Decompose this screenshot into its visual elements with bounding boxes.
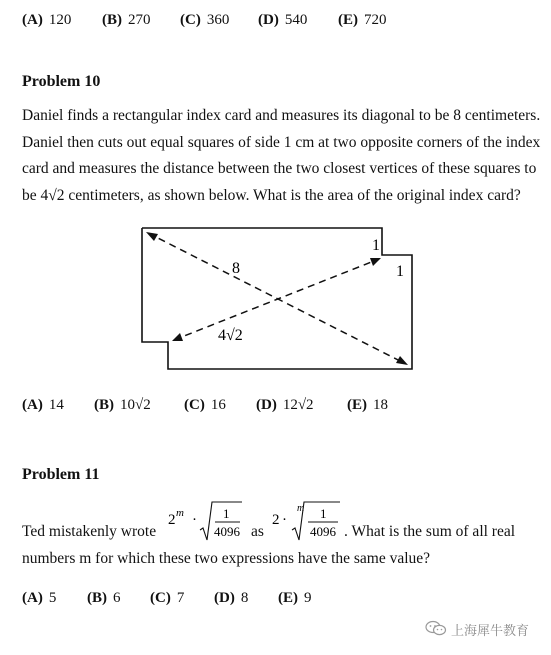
problem-10-line-1: Daniel finds a rectangular index card and measures its diagonal to be 8 centimeters. (22, 107, 541, 124)
problem-11-text-after: . What is the sum of all real (344, 523, 516, 540)
choice-d: (D) 12√2 (256, 397, 314, 413)
expr1-dot: · (192, 512, 197, 528)
short-diagonal-label: 4√2 (218, 327, 243, 344)
choice-a: (A) 5 (22, 590, 57, 606)
choice-b: (B) 6 (87, 590, 121, 606)
choice-c: (C) 360 (180, 12, 230, 28)
choice-e: (E) 18 (347, 397, 388, 413)
arrowhead-top-left (146, 232, 158, 241)
expr1-base: 2 (168, 512, 176, 528)
choice-c: (C) 16 (184, 397, 226, 413)
arrowhead-bottom-left (172, 333, 183, 341)
problem-10-choices (22, 397, 542, 417)
problem-10-line-4: be 4√2 centimeters, as shown below. What is the area of the original index card? (22, 186, 521, 204)
choice-d: (D) 540 (258, 12, 308, 28)
expr2-numerator: 1 (320, 506, 327, 521)
choice-d: (D) 8 (214, 590, 249, 606)
choice-e: (E) 9 (278, 590, 312, 606)
choice-c: (C) 7 (150, 590, 185, 606)
problem-10-heading: Problem 10 (22, 73, 101, 90)
choice-b: (B) 270 (102, 12, 151, 28)
expr1-denominator: 4096 (214, 524, 240, 539)
expression-mistaken (270, 496, 350, 546)
watermark (425, 620, 529, 639)
problem-11-heading: Problem 11 (22, 466, 100, 483)
expr2-dot: · (282, 512, 287, 528)
problem-10-line-2: Daniel then cuts out equal squares of side 1 cm at two opposite corners of the index (22, 133, 541, 151)
problem-11-text-before: Ted mistakenly wrote (22, 523, 157, 540)
problem-11-choices (22, 590, 542, 610)
choice-b: (B) 10√2 (94, 397, 151, 413)
expr2-root-index: m (297, 503, 305, 514)
square-side-label-top: 1 (372, 237, 380, 254)
problem-11-line-2: numbers m for which these two expressions have the same value? (22, 550, 431, 567)
problem-11-as: as (251, 523, 264, 540)
expr1-numerator: 1 (223, 506, 230, 521)
choice-a: (A) 14 (22, 397, 64, 413)
arrowhead-bottom-right (396, 356, 408, 365)
expression-original (166, 496, 256, 546)
problem-10-line-3: card and measures the distance between the two closest vertices of these squares to (22, 160, 537, 177)
square-side-label-right: 1 (396, 263, 404, 280)
watermark-text: 上海犀牛教育 (451, 623, 530, 638)
diagonal-label: 8 (232, 260, 240, 277)
wechat-icon (425, 620, 447, 639)
arrowhead-top-right (370, 258, 381, 266)
expr2-denominator: 4096 (310, 524, 336, 539)
expr2-base: 2 (272, 512, 280, 528)
expr1-exponent: m (176, 507, 184, 519)
choice-a: (A) 120 (22, 12, 72, 28)
short-diagonal (174, 259, 379, 340)
choice-e: (E) 720 (338, 12, 387, 28)
